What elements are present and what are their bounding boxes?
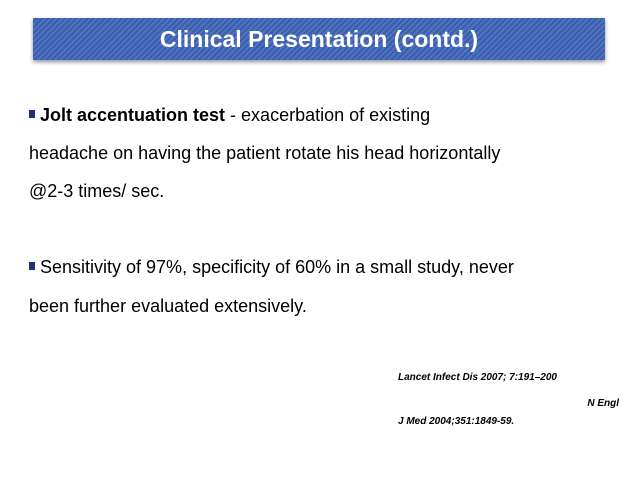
reference-lancet: Lancet Infect Dis 2007; 7:191–200 <box>398 372 557 383</box>
bullet-1-line-2: headache on having the patient rotate his head horizontally <box>29 143 501 163</box>
bullet-2-first-line <box>29 248 619 286</box>
reference-nejm-part1: N Engl <box>587 398 619 409</box>
bullet-square-icon <box>29 262 35 270</box>
bullet-1-first-line <box>29 96 619 134</box>
title-bar <box>33 18 605 60</box>
bullet-square-icon <box>29 110 35 118</box>
bullet-1-heading: Jolt accentuation test <box>40 105 226 125</box>
bullet-2-lead-text: Sensitivity of 97%, specificity of 60% in a small study, never <box>40 257 514 277</box>
slide-title: Clinical Presentation (contd.) <box>159 26 479 52</box>
bullet-1-lead-text: - exacerbation of existing <box>225 105 431 125</box>
reference-nejm-part2: J Med 2004;351:1849-59. <box>398 416 515 427</box>
bullet-1-line-3: @2-3 times/ sec. <box>29 181 165 201</box>
bullet-2-line-2: been further evaluated extensively. <box>29 296 307 316</box>
